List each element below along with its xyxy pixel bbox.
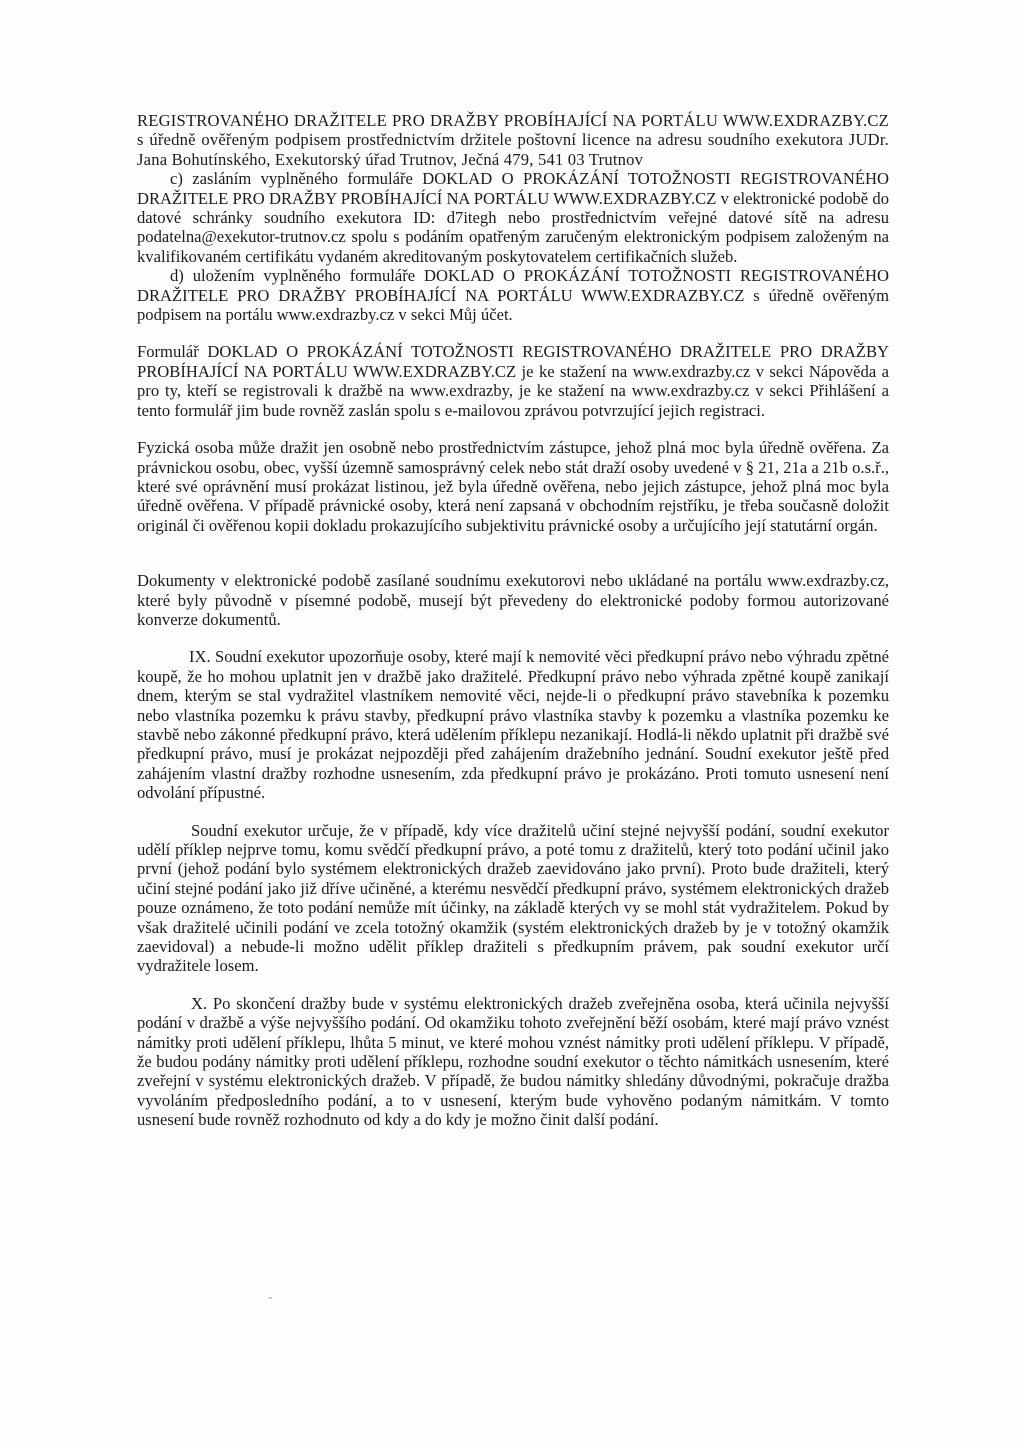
document-body (137, 111, 889, 1130)
paragraph-section-x: X. Po skončení dražby bude v systému elektronických dražeb zveřejněna osoba, která učinila nejvyšší podání v dražbě a výše nejvyššího podání. Od okamžiku tohoto zveřejnění běží osobám, které mají právo vznést námitky proti udělení příklepu, lhůta 5 minut, ve které mohou vznést námitky proti udělení příklepu. V případě, že budou podány námitky proti udělení příklepu, rozhodne soudní exekutor o těchto námitkách usnesením, které zveřejní v systému elektronických dražeb. V případě, že budou námitky shledány důvodnými, pokračuje dražba vyvoláním předposledního podání, a to v usnesení, kterým bude vyhověno podaným námitkám. V tomto usnesení bude rovněž rozhodnuto od kdy a do kdy je možno činit další podání. (137, 993, 889, 1130)
paragraph-form-download: Formulář DOKLAD O PROKÁZÁNÍ TOTOŽNOSTI REGISTROVANÉHO DRAŽITELE PRO DRAŽBY PROBÍHAJÍCÍ NA PORTÁLU WWW.EXDRAZBY.CZ je ke stažení na www.exdrazby.cz v sekci Nápověda a pro ty, kteří se registrovali k dražbě na www.exdrazby, je ke stažení na www.exdrazby.cz v sekci Přihlášení a tento formulář jim bude rovněž zaslán spolu s e-mailovou zprávou potvrzující jejich registraci. (137, 342, 889, 420)
paragraph-option-d: d) uložením vyplněného formuláře DOKLAD O PROKÁZÁNÍ TOTOŽNOSTI REGISTROVANÉHO DRAŽITELE PRO DRAŽBY PROBÍHAJÍCÍ NA PORTÁLU WWW.EXDRAZBY.CZ s úředně ověřeným podpisem na portálu www.exdrazby.cz v sekci Můj účet. (137, 266, 889, 325)
paragraph-section-ix: IX. Soudní exekutor upozorňuje osoby, které mají k nemovité věci předkupní právo nebo výhradu zpětné koupě, že ho mohou uplatnit jen v dražbě jako dražitelé. Předkupní právo nebo výhrada zpětné koupě zanikají dnem, kterým se stal vydražitel vlastníkem nemovité věci, nejde-li o předkupní právo stavebníka k pozemku nebo vlastníka pozemku k právu stavby, předkupní právo vlastníka stavby k pozemku a vlastníka pozemku ke stavbě nebo zákonné předkupní právo, která udělením příklepu nezanikají. Hodlá-li někdo uplatnit při dražbě své předkupní právo, musí je prokázat nejpozději před zahájením dražebního jednání. Soudní exekutor ještě před zahájením vlastní dražby rozhodne usnesením, zda předkupní právo je prokázáno. Proti tomuto usnesení není odvolání přípustné. (137, 647, 889, 803)
paragraph-option-c: c) zasláním vyplněného formuláře DOKLAD O PROKÁZÁNÍ TOTOŽNOSTI REGISTROVANÉHO DRAŽITELE PRO DRAŽBY PROBÍHAJÍCÍ NA PORTÁLU WWW.EXDRAZBY.CZ v elektronické podobě do datové schránky soudního exekutora ID: d7itegh nebo prostřednictvím veřejné datové sítě na adresu podatelna@exekutor-trutnov.cz spolu s podáním opatřeným zaručeným elektronickým podpisem založeným na kvalifikovaném certifikátu vydaném akreditovaným poskytovatelem certifikačních služeb. (137, 169, 889, 266)
paragraph-natural-person: Fyzická osoba může dražit jen osobně nebo prostřednictvím zástupce, jehož plná moc byla úředně ověřena. Za právnickou osobu, obec, vyšší územně samosprávný celek nebo stát draží osoby uvedené v § 21, 21a a 21b o.s.ř., které své oprávnění musí prokázat listinou, jež byla úředně ověřena, nebo jejich zástupce, jehož plná moc byla úředně ověřena. V případě právnické osoby, která není zapsaná v obchodním rejstříku, je třeba současně doložit originál či ověřenou kopii dokladu prokazujícího subjektivitu právnické osoby a určujícího její statutární orgán. (137, 438, 889, 535)
paragraph-electronic-documents: Dokumenty v elektronické podobě zasílané soudnímu exekutorovi nebo ukládané na portálu www.exdrazby.cz, které byly původně v písemné podobě, musejí být převedeny do elektronické podoby formou autorizované konverze dokumentů. (137, 571, 889, 629)
paragraph-registration-delivery: REGISTROVANÉHO DRAŽITELE PRO DRAŽBY PROBÍHAJÍCÍ NA PORTÁLU WWW.EXDRAZBY.CZ s úředně ověřeným podpisem prostřednictvím držitele poštovní licence na adresu soudního exekutora JUDr. Jana Bohutínského, Exekutorský úřad Trutnov, Ječná 479, 541 03 Trutnov (137, 111, 889, 169)
paragraph-equal-bids: Soudní exekutor určuje, že v případě, kdy více dražitelů učiní stejné nejvyšší podání, soudní exekutor udělí příklep nejprve tomu, komu svědčí předkupní právo, a poté tomu z dražitelů, který toto podání učinil jako první (jehož podání bylo systémem elektronických dražeb zaevidováno jako první). Proto bude dražiteli, který učiní stejné podání jako již dříve učiněné, a kterému nesvědčí předkupní právo, systémem elektronických dražeb pouze oznámeno, že toto podání nemůže mít účinky, na základě kterých vy se mohl stát vydražitelem. Pokud by však dražitelé učinili podání ve zcela totožný okamžik (systém elektronických dražeb by je v totožný okamžik zaevidoval) a nebude-li možno udělit příklep dražiteli s předkupním právem, pak soudní exekutor určí vydražitele losem. (137, 820, 889, 976)
stray-mark: - (268, 1290, 273, 1305)
